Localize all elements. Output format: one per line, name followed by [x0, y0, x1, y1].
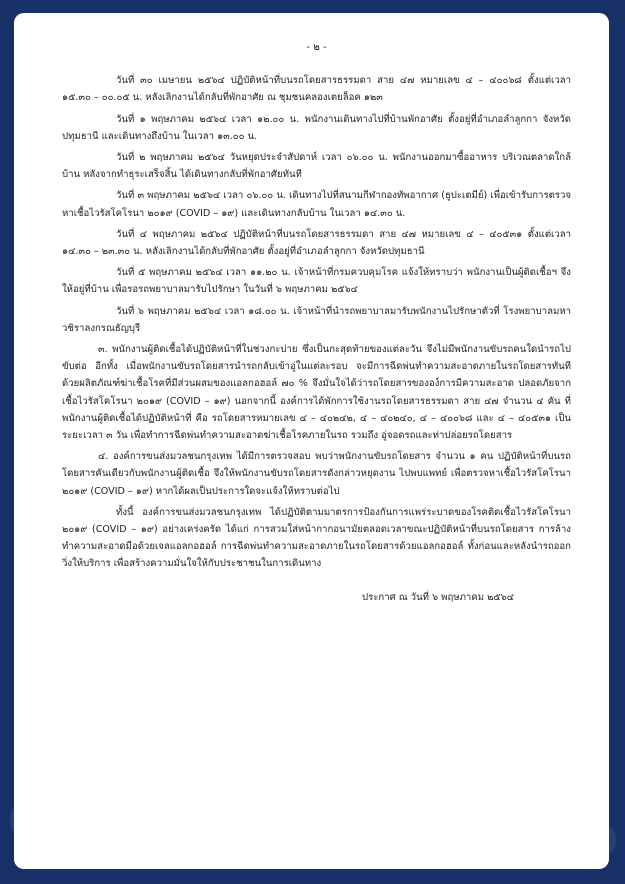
- timeline-entry: วันที่ ๕ พฤษภาคม ๒๕๖๔ เวลา ๑๑.๒๐ น. เจ้าหน้าที่กรมควบคุมโรค แจ้งให้ทราบว่า พนักงานเป็นผู้ติดเชื้อฯ จึงให้อยู่ที่บ้าน เพื่อรอรถพยาบาลมารับไปรักษา ในวันที่ ๖ พฤษภาคม ๒๕๖๔: [62, 267, 571, 296]
- announcement-date: ประกาศ ณ วันที่ ๖ พฤษภาคม ๒๕๖๔: [362, 591, 515, 603]
- timeline-entry: วันที่ ๓ พฤษภาคม ๒๕๖๔ เวลา ๐๖.๐๐ น. เดินทางไปที่สนามกีฬากองทัพอากาศ (ธูปะเตมีย์) เพื่อเข้ารับการตรวจหาเชื้อไวรัสโคโรนา ๒๐๑๙ (COVID – ๑๙) และเดินทางกลับบ้าน ในเวลา ๑๔.๓๐ น.: [62, 190, 571, 219]
- item-4-paragraph: ๔. องค์การขนส่งมวลชนกรุงเทพ ได้มีการตรวจสอบ พบว่าพนักงานขับรถโดยสาร จำนวน ๑ คน ปฏิบัติหน้าที่บนรถโดยสารคันเดียวกับพนักงานผู้ติดเชื้อ จึงให้พนักงานขับรถโดยสารดังกล่าวหยุดงาน ไปพบแพทย์ เพื่อตรวจหาเชื้อไวรัสโคโรนา ๒๐๑๙ (COVID – ๑๙) หากได้ผลเป็นประการใดจะแจ้งให้ทราบต่อไป: [62, 451, 571, 497]
- document-page: [14, 13, 609, 869]
- closing-paragraph: ทั้งนี้ องค์การขนส่งมวลชนกรุงเทพ ได้ปฏิบัติตามมาตรการป้องกันการแพร่ระบาดของโรคติดเชื้อไวรัสโคโรนา ๒๐๑๙ (COVID – ๑๙) อย่างเคร่งครัด ได้แก่ การสวมใส่หน้ากากอนามัยตลอดเวลาขณะปฏิบัติหน้าที่บนรถโดยสาร การล้างทำความสะอาดมือด้วยเจลแอลกอฮอล์ การฉีดพ่นทำความสะอาดภายในรถโดยสารด้วยแอลกอฮอล์ ทั้งก่อนและหลังนำรถออกวิ่งให้บริการ เพื่อสร้างความมั่นใจให้กับประชาชนในการเดินทาง: [62, 506, 571, 570]
- timeline-entry: วันที่ ๓๐ เมษายน ๒๕๖๔ ปฏิบัติหน้าที่บนรถโดยสารธรรมดา สาย ๔๗ หมายเลข ๔ – ๔๐๐๖๘ ตั้งแต่เวลา ๑๕.๓๐ – ๐๐.๐๕ น. หลังเลิกงานได้กลับที่พักอาศัย ณ ชุมชนคลองเตยล็อค ๑๒๓: [62, 75, 571, 104]
- timeline-entry: วันที่ ๑ พฤษภาคม ๒๕๖๔ เวลา ๑๒.๐๐ น. พนักงานเดินทางไปที่บ้านพักอาศัย ตั้งอยู่ที่อำเภอลำลูกกา จังหวัดปทุมธานี และเดินทางถึงบ้าน ในเวลา ๑๓.๐๐ น.: [62, 113, 571, 142]
- timeline-entry: วันที่ ๒ พฤษภาคม ๒๕๖๔ วันหยุดประจำสัปดาห์ เวลา ๐๖.๐๐ น. พนักงานออกมาซื้ออาหาร บริเวณตลาดใกล้บ้าน หลังจากทำธุระเสร็จสิ้น ได้เดินทางกลับที่พักอาศัยทันที: [62, 152, 571, 181]
- item-3-paragraph: ๓. พนักงานผู้ติดเชื้อได้ปฏิบัติหน้าที่ในช่วงกะบ่าย ซึ่งเป็นกะสุดท้ายของแต่ละวัน จึงไม่มีพนักงานขับรถคนใดนำรถไปขับต่อ อีกทั้ง เมื่อพนักงานขับรถโดยสารนำรถกลับเข้าอู่ในแต่ละรอบ จะมีการฉีดพ่นทำความสะอาดภายในรถโดยสารทันทีด้วยผลิตภัณฑ์ฆ่าเชื้อโรคที่มีส่วนผสมของแอลกอฮอล์ ๗๐ % จึงมั่นใจได้ว่ารถโดยสารขององ์การมีความสะอาด ปลอดภัยจากเชื้อไวรัสโคโรนา ๒๐๑๙ (COVID – ๑๙) นอกจากนี้ องค์การได้พักการใช้งานรถโดยสารธรรมดา สาย ๔๗ จำนวน ๔ คัน ที่พนักงานผู้ติดเชื้อได้ปฏิบัติหน้าที่ คือ รถโดยสารหมายเลข ๔ – ๔๐๒๔๒, ๔ – ๔๐๒๔๐, ๔ – ๔๐๐๖๘ และ ๔ – ๔๐๕๓๑ เป็นระยะเวลา ๓ วัน เพื่อทำการฉีดพ่นทำความสะอาดฆ่าเชื้อโรคภายในรถ รวมถึง อู่จอดรถและท่าปล่อยรถโดยสาร: [62, 344, 571, 442]
- page-number: - ๒ -: [306, 42, 327, 53]
- timeline-entry: วันที่ ๖ พฤษภาคม ๒๕๖๔ เวลา ๑๘.๐๐ น. เจ้าหน้าที่นำรถพยาบาลมารับพนักงานไปรักษาตัวที่ โรงพยาบาลมหาวชิราลงกรณธัญบุรี: [62, 305, 571, 334]
- timeline-entry: วันที่ ๔ พฤษภาคม ๒๕๖๔ ปฏิบัติหน้าที่บนรถโดยสารธรรมดา สาย ๔๗ หมายเลข ๔ – ๔๐๕๓๑ ตั้งแต่เวลา ๑๔.๓๐ – ๒๓.๓๐ น. หลังเลิกงานได้กลับที่พักอาศัย ตั้งอยู่ที่อำเภอลำลูกกา จังหวัดปทุมธานี: [62, 228, 571, 258]
